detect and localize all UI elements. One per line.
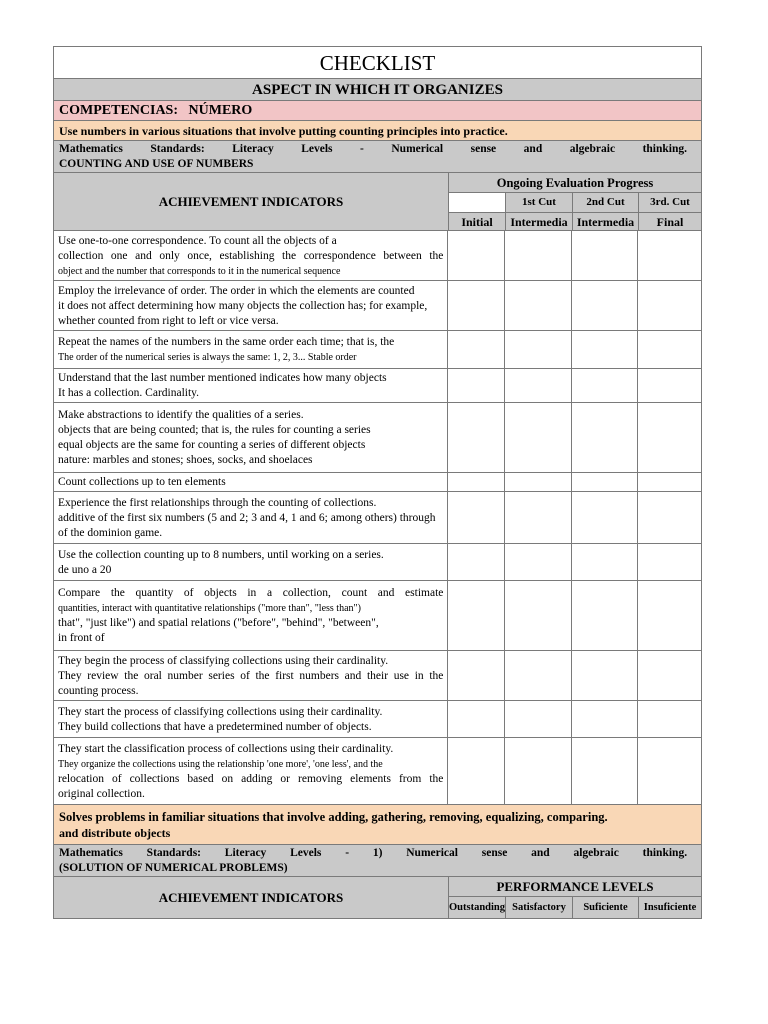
indicator-line: whether counted from right to left or vice versa.	[58, 315, 279, 327]
indicator-line: additive of the first six numbers (5 and 2; 3 and 4, 1 and 6; among others) through	[58, 512, 436, 524]
evaluation-cell[interactable]	[448, 231, 505, 280]
indicator-line: Repeat the names of the numbers in the same order each time; that is, the	[58, 336, 395, 348]
section1-header	[54, 173, 701, 231]
achievement-indicators-heading: ACHIEVEMENT INDICATORS	[54, 173, 449, 230]
standards-word: Standards:	[146, 847, 201, 859]
level-header-1: Satisfactory	[506, 897, 573, 919]
indicator-text	[54, 331, 448, 368]
indicator-line: de uno a 20	[58, 564, 112, 576]
indicator-line: They start the classification process of collections using their cardinality.	[58, 743, 394, 755]
indicator-row	[54, 473, 701, 492]
indicator-line: Experience the first relationships through the counting of collections.	[58, 497, 377, 509]
indicator-line: Compare the quantity of objects in a collection, count and estimate	[58, 587, 444, 599]
indicator-row	[54, 738, 701, 805]
competencias-row	[54, 101, 701, 121]
standards-word: -	[360, 143, 364, 155]
progress-header	[449, 173, 701, 230]
indicator-line: They build collections that have a predetermined number of objects.	[58, 721, 372, 733]
indicator-text	[54, 492, 448, 543]
standards-word: and	[523, 143, 543, 155]
indicator-line: counting process.	[58, 685, 139, 697]
performance-header	[449, 877, 701, 918]
stage-header-3: Final	[656, 215, 684, 229]
evaluation-cell[interactable]	[572, 581, 638, 650]
standards-word: sense	[470, 143, 497, 155]
standards-word: Numerical	[406, 847, 458, 859]
indicator-line: collection one and only once, establishing the correspondence between the	[58, 250, 444, 262]
indicator-line: it does not affect determining how many objects the collection has; for example,	[58, 300, 428, 312]
evaluation-cell[interactable]	[505, 701, 572, 737]
standards-word: algebraic	[569, 143, 616, 155]
indicator-line: Use one-to-one correspondence. To count all the objects of a	[58, 235, 337, 247]
evaluation-cell[interactable]	[505, 403, 572, 472]
standards-word: algebraic	[573, 847, 619, 859]
evaluation-cell[interactable]	[638, 331, 701, 368]
cuts-row	[449, 193, 701, 213]
standards-word: sense	[481, 847, 508, 859]
indicator-line: in front of	[58, 632, 105, 644]
page-title: CHECKLIST	[54, 47, 701, 79]
indicator-line: of the dominion game.	[58, 527, 163, 539]
aspect-heading: ASPECT IN WHICH IT ORGANIZES	[54, 79, 701, 101]
indicator-row	[54, 651, 701, 701]
indicator-line: equal objects are the same for counting a series of different objects	[58, 439, 366, 451]
stage-header-0: Initial	[449, 213, 506, 231]
cut-header-0	[449, 193, 506, 212]
evaluation-cell[interactable]	[505, 651, 572, 700]
section2-header	[54, 877, 701, 919]
level-header-3: Insuficiente	[643, 902, 697, 913]
evaluation-cell[interactable]	[505, 581, 572, 650]
indicator-line: relocation of collections based on adding or removing elements from the	[58, 773, 444, 785]
standards-word: thinking.	[642, 143, 688, 155]
section2-standards-line2: (SOLUTION OF NUMERICAL PROBLEMS)	[59, 862, 288, 874]
indicator-line: Understand that the last number mentioned indicates how many objects	[58, 372, 387, 384]
evaluation-cell[interactable]	[638, 492, 701, 543]
checklist-sheet	[53, 46, 702, 919]
evaluation-cell[interactable]	[638, 738, 701, 804]
standards-word: Numerical	[391, 143, 444, 155]
indicator-text	[54, 581, 448, 650]
performance-heading: PERFORMANCE LEVELS	[449, 877, 701, 897]
evaluation-cell[interactable]	[448, 544, 505, 580]
evaluation-cell[interactable]	[505, 331, 572, 368]
standards-word: thinking.	[642, 847, 688, 859]
evaluation-cell[interactable]	[638, 701, 701, 737]
section1-statement: Use numbers in various situations that involve putting counting principles into practice.	[54, 121, 701, 141]
evaluation-cell[interactable]	[572, 738, 638, 804]
stages-row	[449, 213, 701, 231]
section2-statement-line1: Solves problems in familiar situations that involve adding, gathering, removing, equalizing, comparing.	[59, 810, 608, 824]
evaluation-cell[interactable]	[638, 651, 701, 700]
evaluation-cell[interactable]	[505, 544, 572, 580]
indicator-line: They begin the process of classifying collections using their cardinality.	[58, 655, 389, 667]
evaluation-cell[interactable]	[638, 544, 701, 580]
evaluation-cell[interactable]	[572, 651, 638, 700]
standards-word: and	[531, 847, 550, 859]
indicator-line: object and the number that corresponds to it in the numerical sequence	[58, 266, 341, 277]
progress-heading: Ongoing Evaluation Progress	[449, 173, 701, 193]
evaluation-cell[interactable]	[572, 492, 638, 543]
indicator-row	[54, 403, 701, 473]
indicator-list	[54, 231, 701, 805]
evaluation-cell[interactable]	[448, 581, 505, 650]
standards-word: Literacy	[224, 847, 267, 859]
evaluation-cell[interactable]	[448, 281, 505, 330]
evaluation-cell[interactable]	[638, 473, 701, 491]
indicator-text	[54, 473, 448, 491]
evaluation-cell[interactable]	[572, 544, 638, 580]
evaluation-cell[interactable]	[638, 403, 701, 472]
evaluation-cell[interactable]	[572, 331, 638, 368]
section2-statement-line2: and distribute objects	[59, 826, 171, 840]
level-header-0: Outstanding	[449, 897, 506, 919]
evaluation-cell[interactable]	[572, 369, 638, 402]
indicator-text	[54, 281, 448, 330]
evaluation-cell[interactable]	[505, 369, 572, 402]
evaluation-cell[interactable]	[638, 281, 701, 330]
indicator-line: The order of the numerical series is always the same: 1, 2, 3... Stable order	[58, 352, 357, 363]
indicator-line: that", "just like") and spatial relations ("before", "behind", "between",	[58, 617, 379, 629]
competencias-label: COMPETENCIAS:	[59, 103, 179, 118]
indicator-line: Make abstractions to identify the qualities of a series.	[58, 409, 304, 421]
indicator-line: Count collections up to ten elements	[58, 476, 226, 488]
indicator-row	[54, 331, 701, 369]
indicator-line: They organize the collections using the relationship 'one more', 'one less', and the	[58, 759, 383, 770]
indicator-line: nature: marbles and stones; shoes, socks, and shoelaces	[58, 454, 313, 466]
section2-statement	[54, 805, 701, 845]
indicator-row	[54, 281, 701, 331]
evaluation-cell[interactable]	[572, 701, 638, 737]
indicator-line: Employ the irrelevance of order. The order in which the elements are counted	[58, 285, 415, 297]
indicator-text	[54, 651, 448, 700]
indicator-row	[54, 231, 701, 281]
evaluation-cell[interactable]	[505, 738, 572, 804]
evaluation-cell[interactable]	[448, 369, 505, 402]
indicator-row	[54, 581, 701, 651]
indicator-text	[54, 544, 448, 580]
indicator-row	[54, 369, 701, 403]
evaluation-cell[interactable]	[572, 281, 638, 330]
section1-standards	[54, 141, 701, 173]
standards-word: Levels	[290, 847, 322, 859]
section1-standards-line1	[59, 142, 701, 157]
evaluation-cell[interactable]	[638, 369, 701, 402]
evaluation-cell[interactable]	[448, 331, 505, 368]
indicator-row	[54, 544, 701, 581]
indicator-line: quantities, interact with quantitative relationships ("more than", "less than")	[58, 603, 361, 614]
indicator-row	[54, 701, 701, 738]
section2-standards-line1	[59, 846, 701, 861]
standards-word: Standards:	[150, 143, 205, 155]
evaluation-cell[interactable]	[505, 473, 572, 491]
evaluation-cell[interactable]	[505, 492, 572, 543]
evaluation-cell[interactable]	[448, 701, 505, 737]
indicator-text	[54, 738, 448, 804]
evaluation-cell[interactable]	[505, 231, 572, 280]
evaluation-cell[interactable]	[448, 492, 505, 543]
cut-header-3: 3rd. Cut	[650, 196, 690, 208]
standards-word: Mathematics	[59, 847, 123, 859]
indicator-text	[54, 369, 448, 402]
evaluation-cell[interactable]	[638, 581, 701, 650]
indicator-line: They review the oral number series of the first numbers and their use in the	[58, 670, 444, 682]
cut-header-2: 2nd Cut	[573, 193, 639, 212]
evaluation-cell[interactable]	[448, 738, 505, 804]
level-header-2: Suficiente	[573, 897, 639, 919]
indicator-line: Use the collection counting up to 8 numbers, until working on a series.	[58, 549, 384, 561]
evaluation-cell[interactable]	[448, 651, 505, 700]
evaluation-cell[interactable]	[448, 403, 505, 472]
section2-standards	[54, 845, 701, 877]
evaluation-cell[interactable]	[448, 473, 505, 491]
indicator-line: They start the process of classifying collections using their cardinality.	[58, 706, 383, 718]
indicator-text	[54, 231, 448, 280]
indicator-line: objects that are being counted; that is, the rules for counting a series	[58, 424, 371, 436]
cut-header-1: 1st Cut	[506, 193, 573, 212]
indicator-row	[54, 492, 701, 544]
evaluation-cell[interactable]	[572, 403, 638, 472]
levels-row	[449, 897, 701, 919]
standards-word: Literacy	[232, 143, 274, 155]
standards-word: -	[345, 847, 350, 859]
stage-header-1: Intermedia	[506, 213, 573, 231]
evaluation-cell[interactable]	[505, 281, 572, 330]
indicator-text	[54, 403, 448, 472]
standards-word: Mathematics	[59, 143, 123, 155]
evaluation-cell[interactable]	[638, 231, 701, 280]
evaluation-cell[interactable]	[572, 473, 638, 491]
standards-word: Levels	[301, 143, 333, 155]
indicator-line: original collection.	[58, 788, 145, 800]
stage-header-2: Intermedia	[573, 213, 639, 231]
evaluation-cell[interactable]	[572, 231, 638, 280]
competencias-value: NÚMERO	[188, 103, 253, 118]
standards-word: 1)	[372, 847, 383, 859]
achievement-indicators-heading-2: ACHIEVEMENT INDICATORS	[54, 877, 449, 918]
section1-standards-line2: COUNTING AND USE OF NUMBERS	[59, 158, 254, 170]
indicator-line: It has a collection. Cardinality.	[58, 387, 200, 399]
indicator-text	[54, 701, 448, 737]
